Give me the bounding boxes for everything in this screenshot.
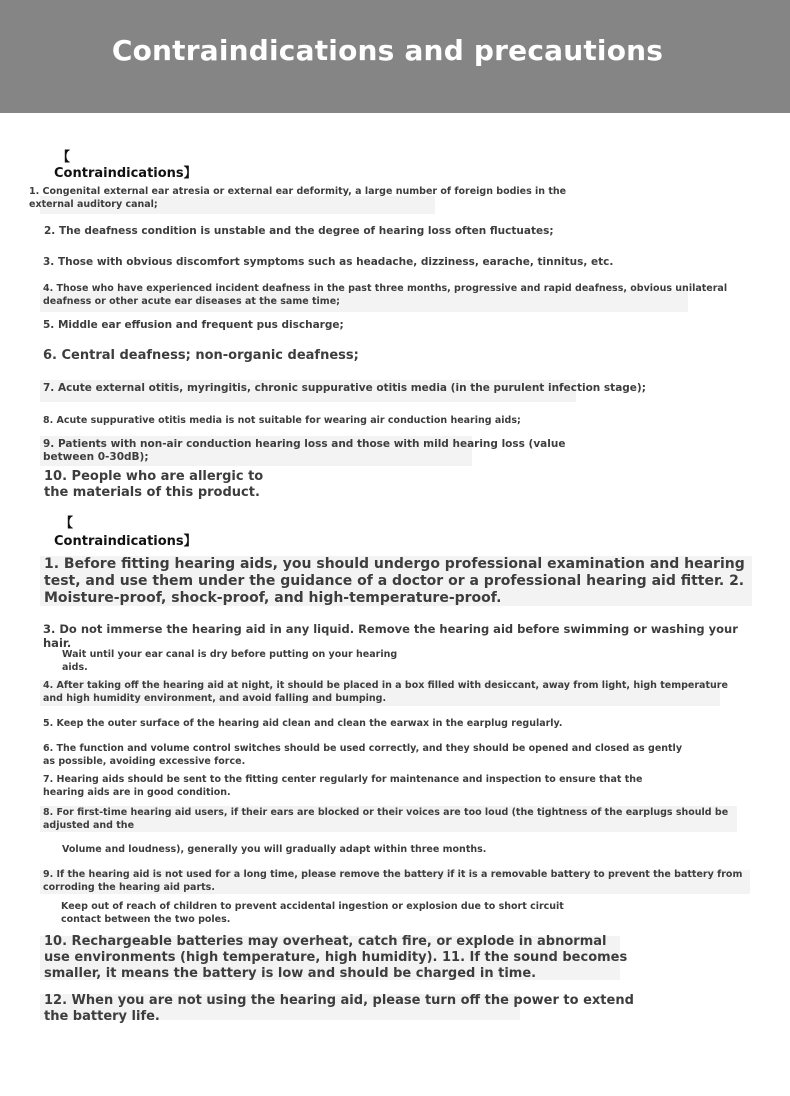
list-item: 1. Before fitting hearing aids, you should undergo professional examination and hearing test, and use them under the guidance of a doctor or a professional hearing aid fitter. 2. Moisture-proof, shock-proof, and high-temperature-proof.	[44, 556, 745, 606]
list-item: 3. Those with obvious discomfort symptoms such as headache, dizziness, earache, tinnitus, etc.	[43, 256, 614, 268]
list-item: 10. Rechargeable batteries may overheat, catch fire, or explode in abnormal use environments (high temperature, high humidity). 11. If the sound becomes smaller, it means the battery is low and should be charged in time.	[44, 934, 628, 981]
list-item: Volume and loudness), generally you will gradually adapt within three months.	[62, 844, 487, 855]
section2-heading: Contraindications】	[54, 534, 197, 549]
list-item: 12. When you are not using the hearing aid, please turn off the power to extend the battery life.	[44, 993, 634, 1024]
page-title: Contraindications and precautions	[111, 34, 664, 67]
list-item: 7. Acute external otitis, myringitis, chronic suppurative otitis media (in the purulent infection stage);	[43, 382, 646, 394]
list-item: 8. Acute suppurative otitis media is not suitable for wearing air conduction hearing aids;	[43, 415, 521, 426]
section1-heading: Contraindications】	[54, 166, 197, 181]
list-item: Keep out of reach of children to prevent accidental ingestion or explosion due to short circuit contact between the two poles.	[61, 901, 564, 925]
list-item: 4. Those who have experienced incident deafness in the past three months, progressive and rapid deafness, obvious unilateral deafness or other acute ear diseases at the same time;	[43, 283, 728, 307]
list-item: 7. Hearing aids should be sent to the fitting center regularly for maintenance and inspection to ensure that the hearing aids are in good condition.	[43, 774, 643, 798]
list-item: 4. After taking off the hearing aid at night, it should be placed in a box filled with desiccant, away from light, high temperature and high humidity environment, and avoid falling and bumping.	[43, 680, 728, 704]
section1-bracket: 【	[57, 150, 71, 165]
list-item: 6. The function and volume control switches should be used correctly, and they should be opened and closed as gently as possible, avoiding excessive force.	[43, 743, 683, 767]
list-item: 5. Keep the outer surface of the hearing aid clean and clean the earwax in the earplug regularly.	[43, 718, 563, 729]
list-item: 8. For first-time hearing aid users, if their ears are blocked or their voices are too loud (the tightness of the earplugs should be adjusted and the	[43, 807, 729, 831]
list-item: 6. Central deafness; non-organic deafness;	[43, 348, 359, 363]
list-item: 9. Patients with non-air conduction hearing loss and those with mild hearing loss (value between 0-30dB);	[43, 438, 566, 463]
list-item: 5. Middle ear effusion and frequent pus discharge;	[43, 319, 344, 331]
section2-bracket: 【	[60, 516, 74, 531]
list-item: 2. The deafness condition is unstable and the degree of hearing loss often fluctuates;	[44, 225, 554, 237]
list-item: 3. Do not immerse the hearing aid in any liquid. Remove the hearing aid before swimming or washing your hair.	[43, 622, 738, 650]
list-item: Wait until your ear canal is dry before putting on your hearing aids.	[62, 649, 398, 673]
list-item: 9. If the hearing aid is not used for a long time, please remove the battery if it is a removable battery to prevent the battery from corroding the hearing aid parts.	[43, 869, 743, 893]
list-item: 10. People who are allergic to the materials of this product.	[44, 469, 264, 500]
list-item: 1. Congenital external ear atresia or external ear deformity, a large number of foreign bodies in the external auditory canal;	[29, 186, 567, 210]
title-banner	[0, 0, 790, 113]
